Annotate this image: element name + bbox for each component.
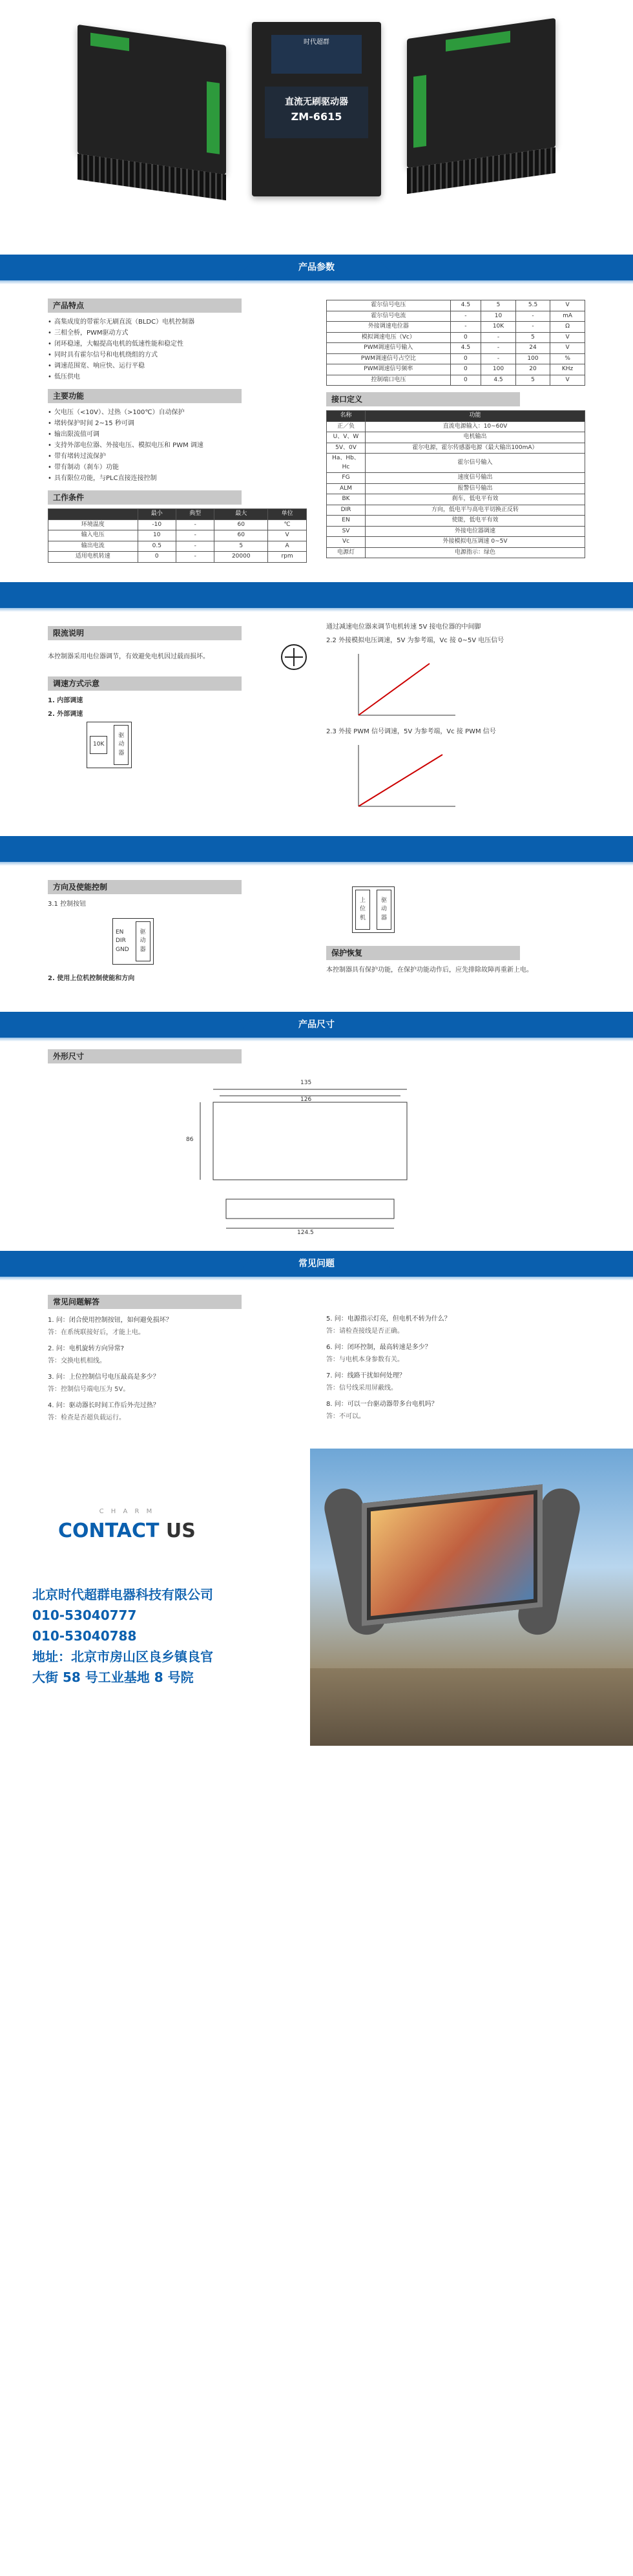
protect-heading: 保护恢复 xyxy=(326,946,520,960)
table-header: 最小 xyxy=(138,509,176,520)
functions-list xyxy=(48,407,307,484)
contact-title-b: US xyxy=(165,1520,196,1542)
dimensions-area xyxy=(0,1049,633,1238)
dim-width-1: 135 xyxy=(300,1080,312,1086)
table-row: 输出电流 0.5 - 5 A xyxy=(48,541,307,552)
direction-right-col xyxy=(326,874,585,987)
interface-heading: 接口定义 xyxy=(326,392,520,406)
driver-title: 直流无刷驱动器 xyxy=(285,97,348,107)
table-row: 外接调速电位器 - 10K - Ω xyxy=(327,322,585,333)
spec-table xyxy=(326,300,585,386)
voltage-speed-graph xyxy=(352,651,462,722)
list-item: • 具有限位功能，与PLC直接连接控制 xyxy=(48,473,307,484)
table-header: 单位 xyxy=(268,509,307,520)
direction-text: 3.1 控制按钮 xyxy=(48,900,87,908)
contact-section xyxy=(0,1449,633,1746)
table-row: 模拟调速电压（Vc） 0 - 5 V xyxy=(327,332,585,343)
dimensions-section-title: 产品尺寸 xyxy=(260,1012,373,1038)
faq-answer: 答：交换电机相线。 xyxy=(48,1357,106,1365)
list-item: • 欠电压（<10V）、过热（>100℃）自动保护 xyxy=(48,407,307,418)
faq-question: 4. 问：驱动器长时间工作后外壳过热？ xyxy=(48,1402,160,1409)
faq-section-band xyxy=(0,1251,633,1277)
faq-answer: 答：信号线采用屏蔽线。 xyxy=(326,1385,397,1392)
list-item: • 调速范围宽、响应快、运行平稳 xyxy=(48,361,307,372)
product-hero xyxy=(0,0,633,246)
table-row: 环境温度 -10 - 60 ℃ xyxy=(48,519,307,530)
table-row: FG 速度信号输出 xyxy=(327,473,585,484)
table-row: Ha、Hb、Hc 霍尔信号输入 xyxy=(327,454,585,473)
wiring-diagram-3: 上 位 机 驱 动 器 xyxy=(352,886,395,934)
list-item: • 输出限流值可调 xyxy=(48,429,307,440)
list-item: • 低压供电 xyxy=(48,372,307,382)
table-row: PWM调速信号输入 4.5 - 24 V xyxy=(327,343,585,354)
driver-center-image xyxy=(252,22,381,196)
table-row: U、V、W 电机输出 xyxy=(327,432,585,443)
features-heading: 产品特点 xyxy=(48,298,242,313)
table-row: BK 刹车，低电平有效 xyxy=(327,494,585,505)
dims-heading: 外形尺寸 xyxy=(48,1049,242,1063)
charm-text: C H A R M xyxy=(99,1508,155,1515)
table-row: 控制端口电压 0 4.5 5 V xyxy=(327,375,585,386)
faq-question: 2. 问：电机旋转方向异常? xyxy=(48,1345,125,1352)
direction-columns xyxy=(0,874,633,987)
table-header: 典型 xyxy=(176,509,214,520)
faq-answer: 答：与电机本身参数有关。 xyxy=(326,1356,404,1363)
table-row: 电源灯 电源指示：绿色 xyxy=(327,547,585,558)
table-row: SV 外接电位器调速 xyxy=(327,526,585,537)
speed-text-2: 2.2 外接模拟电压调速，5V 为参考端，Vc 接 0~5V 电压信号 xyxy=(326,636,504,644)
table-row: EN 使能，低电平有效 xyxy=(327,516,585,527)
faq-heading: 常见问题解答 xyxy=(48,1295,242,1309)
table-row: 5V、0V 霍尔电源，霍尔传感器电源（最大输出100mA） xyxy=(327,443,585,454)
wiring-diagram-1: 10K 驱 动 器 xyxy=(87,722,132,769)
list-item: • 堵转保护时间 2~15 秒可调 xyxy=(48,418,307,429)
dim-width-2: 126 xyxy=(300,1096,312,1103)
table-header: 功能 xyxy=(366,411,585,422)
conditions-table xyxy=(48,508,307,563)
table-row: 输入电压 10 - 60 V xyxy=(48,530,307,541)
list-item: • 闭环稳速，大幅提高电机的低速性能和稳定性 xyxy=(48,339,307,350)
faq-question: 3. 问：上位控制信号电压最高是多少？ xyxy=(48,1374,160,1381)
table-row: 适用电机转速 0 - 20000 rpm xyxy=(48,552,307,563)
faq-answer: 答：请检查接线是否正确。 xyxy=(326,1328,404,1335)
table-row: 霍尔信号电流 - 10 - mA xyxy=(327,311,585,322)
faq-columns xyxy=(0,1288,633,1423)
direction-heading: 方向及使能控制 xyxy=(48,880,242,894)
contact-title-a: CONTACT xyxy=(58,1520,160,1542)
table-header: 名称 xyxy=(327,411,366,422)
list-item: • 同时具有霍尔信号和电机绕组的方式 xyxy=(48,350,307,361)
faq-question: 6. 问：闭环控制，最高转速是多少？ xyxy=(326,1344,431,1351)
faq-answer: 答：检查是否超负载运行。 xyxy=(48,1414,125,1421)
protect-text: 本控制器具有保护功能，在保护功能动作后，应先排除故障再重新上电。 xyxy=(326,967,533,974)
table-row: 霍尔信号电压 4.5 5 5.5 V xyxy=(327,300,585,311)
speed-left-col xyxy=(48,620,307,817)
table-row: PWM调速信号占空比 0 - 100 % xyxy=(327,353,585,364)
speed-heading: 调速方式示意 xyxy=(48,676,242,691)
direction-sub: 2. 使用上位机控制使能和方向 xyxy=(48,975,135,982)
contact-title-block xyxy=(58,1507,196,1545)
list-item: • 三相全桥，PWM驱动方式 xyxy=(48,328,307,339)
dimensions-section-band xyxy=(0,1012,633,1038)
dimension-drawing xyxy=(181,1076,452,1238)
faq-question: 1. 问：闭合使用控制按钮，如何避免损坏？ xyxy=(48,1317,172,1324)
faq-answer: 答：不可以。 xyxy=(326,1413,365,1420)
params-left-col xyxy=(48,292,307,563)
functions-heading: 主要功能 xyxy=(48,389,242,403)
params-right-col xyxy=(326,292,585,563)
list-item: • 高集成度的带霍尔无刷直流（BLDC）电机控制器 xyxy=(48,317,307,328)
table-row: Vc 外接模拟电压调速 0~5V xyxy=(327,537,585,548)
table-row: DIR 方向，低电平与高电平切换正反转 xyxy=(327,505,585,516)
speed-right-col xyxy=(326,620,585,817)
table-row: PWM调速信号频率 0 100 20 KHz xyxy=(327,364,585,375)
faq-question: 8. 问：可以一台驱动器带多台电机吗？ xyxy=(326,1401,438,1408)
dim-width-3: 124.5 xyxy=(297,1230,314,1236)
brand-logo: 时代超群 xyxy=(304,39,329,46)
faq-answer: 答：控制信号端电压为 5V。 xyxy=(48,1386,130,1393)
divider-band-2 xyxy=(0,836,633,862)
speed-item-internal: 1. 内部调速 xyxy=(48,696,83,704)
params-section-band xyxy=(0,255,633,280)
table-row: ALM 报警信号输出 xyxy=(327,483,585,494)
speed-columns xyxy=(0,620,633,817)
driver-left-image xyxy=(78,25,226,174)
faq-question: 5. 问：电源指示灯亮，但电机不转为什么？ xyxy=(326,1315,451,1323)
driver-model: ZM-6615 xyxy=(291,110,342,123)
driver-right-image xyxy=(407,18,555,168)
features-list xyxy=(48,317,307,382)
faq-left-col xyxy=(48,1288,307,1423)
company-name: 北京时代超群电器科技有限公司 xyxy=(32,1587,213,1602)
faq-section-title: 常见问题 xyxy=(260,1251,373,1277)
address-line-2: 大街 58 号工业基地 8 号院 xyxy=(32,1670,194,1685)
phone-2: 010-53040788 xyxy=(32,1628,137,1644)
list-item: • 带有堵转过流保护 xyxy=(48,451,307,462)
table-header xyxy=(48,509,138,520)
contact-info xyxy=(32,1584,213,1688)
faq-answer: 答：在系统联接好后，才能上电。 xyxy=(48,1329,145,1336)
speed-text-3: 2.3 外接 PWM 信号调速，5V 为参考端，Vc 接 PWM 信号 xyxy=(326,728,496,735)
direction-left-col xyxy=(48,874,307,987)
speed-text-1: 通过减速电位器来调节电机转速 5V 接电位器的中间脚 xyxy=(326,623,481,631)
table-row: 正／负 直流电源输入：10~60V xyxy=(327,421,585,432)
potentiometer-icon xyxy=(281,644,307,670)
wiring-diagram-2: EN DIR GND 驱 动 器 xyxy=(112,918,154,965)
conditions-heading: 工作条件 xyxy=(48,490,242,505)
list-item: • 支持外部电位器、外接电压、模拟电压和 PWM 调速 xyxy=(48,440,307,451)
pot-heading: 限流说明 xyxy=(48,626,242,640)
faq-question: 7. 问：线路干扰如何处理？ xyxy=(326,1372,406,1379)
phone-1: 010-53040777 xyxy=(32,1607,137,1623)
pwm-speed-graph xyxy=(352,742,462,813)
table-header: 最大 xyxy=(214,509,268,520)
interface-table xyxy=(326,410,585,558)
dim-height-1: 86 xyxy=(186,1136,194,1143)
list-item: • 带有制动（刹车）功能 xyxy=(48,462,307,473)
speed-item-external: 2. 外部调速 xyxy=(48,710,83,718)
params-columns xyxy=(0,292,633,563)
params-section-title: 产品参数 xyxy=(260,255,373,280)
address-line-1: 地址：北京市房山区良乡镇良官 xyxy=(32,1649,213,1664)
faq-right-col xyxy=(326,1288,585,1423)
contact-photo xyxy=(310,1449,633,1746)
divider-band-1 xyxy=(0,582,633,608)
pot-text: 本控制器采用电位器调节，有效避免电机因过载而损坏。 xyxy=(48,653,209,660)
